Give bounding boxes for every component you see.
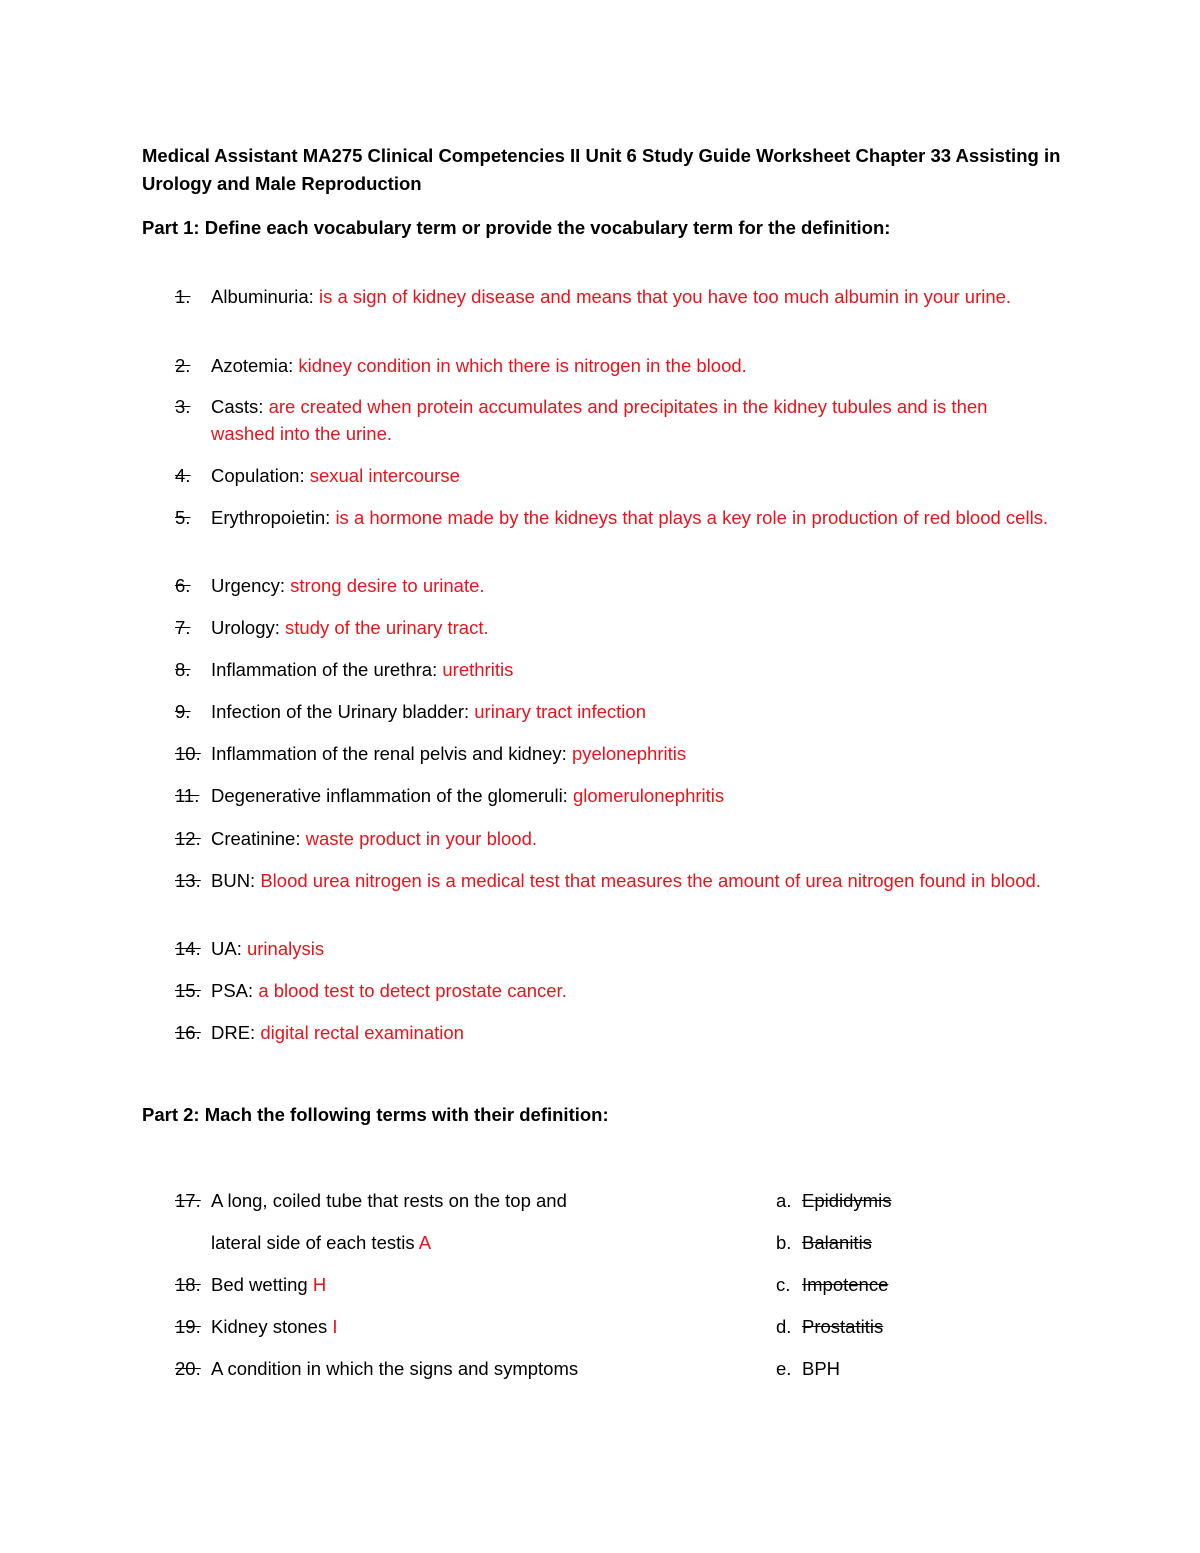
- option-label: e.: [776, 1358, 792, 1379]
- list-item: [175, 283, 1055, 310]
- vocab-definition: Blood urea nitrogen is a medical test that measures the amount of urea nitrogen found in blood.: [260, 870, 1041, 891]
- vocab-definition: digital rectal examination: [260, 1022, 464, 1043]
- list-item: [175, 740, 1055, 767]
- item-number: 15.: [175, 980, 201, 1001]
- option-text: Impotence: [802, 1274, 889, 1295]
- list-item: [175, 698, 1055, 725]
- option-item: [776, 1355, 840, 1382]
- vocab-term: UA:: [211, 938, 242, 959]
- list-item: [175, 614, 1055, 641]
- option-label: a.: [776, 1190, 792, 1211]
- vocab-definition: are created when protein accumulates and precipitates in the kidney tubules and is then washed into the urine.: [211, 396, 988, 444]
- list-item: [175, 867, 1055, 894]
- vocab-term: Infection of the Urinary bladder:: [211, 701, 470, 722]
- match-answer: A: [418, 1232, 432, 1253]
- item-number: 14.: [175, 938, 201, 959]
- match-answer: H: [312, 1274, 327, 1295]
- item-number: 1.: [175, 286, 191, 307]
- item-number: 8.: [175, 659, 191, 680]
- item-number: 18.: [175, 1274, 201, 1295]
- vocab-term: Albuminuria:: [211, 286, 314, 307]
- vocab-definition: pyelonephritis: [571, 743, 687, 764]
- vocab-term: Urgency:: [211, 575, 286, 596]
- list-item: [175, 504, 1055, 531]
- vocab-term: Degenerative inflammation of the glomeruli:: [211, 785, 568, 806]
- list-item: [175, 1019, 1055, 1046]
- item-number: 6.: [175, 575, 191, 596]
- page-title: Medical Assistant MA275 Clinical Competencies II Unit 6 Study Guide Worksheet Chapter 33 Assisting in Urology and Male Reproduction: [142, 145, 1061, 194]
- option-text: Prostatitis: [802, 1316, 884, 1337]
- vocab-term: Inflammation of the urethra:: [211, 659, 438, 680]
- item-number: 9.: [175, 701, 191, 722]
- item-number: 13.: [175, 870, 201, 891]
- vocab-definition: waste product in your blood.: [305, 828, 537, 849]
- vocab-term: BUN:: [211, 870, 256, 891]
- vocab-term: Urology:: [211, 617, 280, 638]
- match-question: A long, coiled tube that rests on the top and: [211, 1190, 567, 1211]
- list-item: [175, 977, 1055, 1004]
- item-number: 4.: [175, 465, 191, 486]
- vocab-definition: is a sign of kidney disease and means that you have too much albumin in your urine.: [318, 286, 1012, 307]
- list-item: [175, 572, 1055, 599]
- item-number: 11.: [175, 785, 200, 806]
- item-number: 3.: [175, 396, 191, 417]
- option-label: d.: [776, 1316, 792, 1337]
- vocab-definition: urinalysis: [246, 938, 325, 959]
- option-label: c.: [776, 1274, 791, 1295]
- vocab-definition: a blood test to detect prostate cancer.: [258, 980, 567, 1001]
- match-question: Kidney stones: [211, 1316, 328, 1337]
- match-item: [175, 1355, 735, 1382]
- option-text: Balanitis: [802, 1232, 872, 1253]
- item-number: 12.: [175, 828, 201, 849]
- match-question: Bed wetting: [211, 1274, 308, 1295]
- vocab-definition: urinary tract infection: [474, 701, 646, 722]
- vocab-definition: urethritis: [442, 659, 514, 680]
- item-number: 16.: [175, 1022, 201, 1043]
- list-item: [175, 462, 1055, 489]
- match-item: [175, 1313, 735, 1340]
- vocab-definition: is a hormone made by the kidneys that plays a key role in production of red blood cells.: [335, 507, 1049, 528]
- part2-heading: Part 2: Mach the following terms with their definition:: [142, 1104, 609, 1125]
- item-number: 7.: [175, 617, 191, 638]
- match-answer: I: [332, 1316, 338, 1337]
- vocab-term: Erythropoietin:: [211, 507, 331, 528]
- item-number: 2.: [175, 355, 191, 376]
- match-item: [175, 1187, 735, 1214]
- vocab-term: Casts:: [211, 396, 264, 417]
- item-number: 20.: [175, 1358, 201, 1379]
- option-item: [776, 1313, 883, 1340]
- part1-heading: Part 1: Define each vocabulary term or provide the vocabulary term for the definition:: [142, 217, 891, 238]
- list-item: [175, 782, 1055, 809]
- list-item: [175, 393, 1055, 447]
- vocab-term: Azotemia:: [211, 355, 294, 376]
- vocab-definition: kidney condition in which there is nitrogen in the blood.: [298, 355, 747, 376]
- option-item: [776, 1187, 891, 1214]
- item-number: 10.: [175, 743, 201, 764]
- list-item: [175, 656, 1055, 683]
- option-item: [776, 1229, 872, 1256]
- list-item: [175, 352, 1055, 379]
- option-label: b.: [776, 1232, 792, 1253]
- vocab-definition: sexual intercourse: [309, 465, 460, 486]
- vocab-term: PSA:: [211, 980, 254, 1001]
- list-item: [175, 825, 1055, 852]
- item-number: 5.: [175, 507, 191, 528]
- option-text: Epididymis: [802, 1190, 892, 1211]
- match-question-continued: lateral side of each testis: [211, 1232, 415, 1253]
- option-item: [776, 1271, 888, 1298]
- vocab-term: DRE:: [211, 1022, 256, 1043]
- vocab-term: Creatinine:: [211, 828, 301, 849]
- vocab-term: Copulation:: [211, 465, 305, 486]
- vocab-term: Inflammation of the renal pelvis and kidney:: [211, 743, 567, 764]
- item-number: 19.: [175, 1316, 201, 1337]
- item-number: 17.: [175, 1190, 201, 1211]
- list-item: [175, 935, 1055, 962]
- match-question: A condition in which the signs and symptoms: [211, 1358, 579, 1379]
- vocab-definition: strong desire to urinate.: [290, 575, 485, 596]
- match-item: [175, 1271, 735, 1298]
- vocab-definition: glomerulonephritis: [572, 785, 725, 806]
- vocab-definition: study of the urinary tract.: [285, 617, 489, 638]
- option-text: BPH: [802, 1358, 841, 1379]
- match-item-continued: [175, 1229, 735, 1256]
